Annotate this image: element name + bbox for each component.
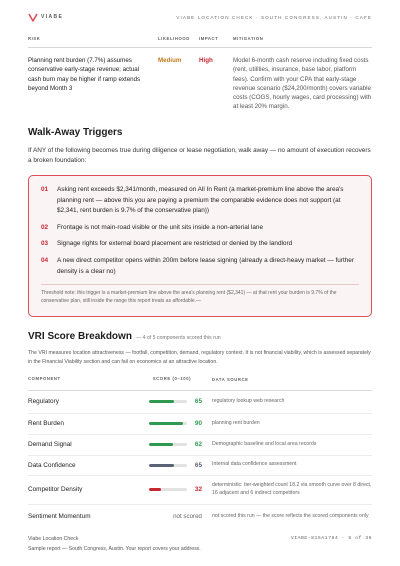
score-cell [134, 420, 210, 427]
viabe-logo-icon [28, 12, 38, 22]
trigger-text: Frontage is not main-road visible or the unit sits inside a non-arterial lane [57, 223, 264, 231]
score-cell [134, 398, 210, 405]
trigger-text: Asking rent exceeds $2,341/month, measured on All In Rent (a market-premium line above the area's planning rent — above this you are paying a premium the comparable evidence does not support (at $2,341, rent burden is 9.7% of the conservative plan)) [57, 186, 344, 215]
impact-col-header: IMPACT [199, 36, 219, 41]
data-source: Internal data confidence assessment [212, 461, 297, 468]
score-bar [149, 443, 187, 446]
risk-table-header [28, 36, 372, 48]
vri-subtitle: — 4 of 5 components scored this run [135, 335, 221, 341]
footer-title: Viabe Location Check [28, 536, 79, 542]
data-source: regulatory lookup web research [212, 397, 285, 404]
data-source: Demographic baseline and local area records [212, 440, 317, 447]
page-footer [28, 536, 372, 552]
component-col-header: COMPONENT [28, 376, 61, 381]
brand-name: VIABE [41, 14, 64, 20]
score-row [28, 505, 372, 529]
score-bar-fill [149, 443, 173, 446]
not-scored-label: not scored [173, 513, 202, 520]
score-bar-fill [149, 488, 161, 491]
score-row [28, 414, 372, 435]
footer-disclaimer: Sample report — South Congress, Austin. Your report covers your address. [28, 546, 201, 552]
vri-title: VRI Score Breakdown [28, 331, 132, 342]
score-bar-fill [149, 464, 174, 467]
report-header-title: VIABE LOCATION CHECK · SOUTH CONGRESS, AUSTIN · CAFE [176, 14, 372, 20]
footer-page-id: VIABE-815A1784 · 5 of 36 [290, 536, 372, 541]
risk-col-header: RISK [28, 36, 41, 41]
trigger-number: 01 [41, 186, 49, 193]
trigger-list [41, 185, 359, 283]
threshold-note: Threshold note: this trigger is a market-premium line above the area's planning rent ($2,341) — at that rent your burden is 9.7% of the conservative plan, still inside the range this report treats as affordable.— [41, 290, 337, 304]
source-col-header: DATA SOURCE [212, 377, 249, 382]
trigger-divider [41, 284, 359, 285]
mitigation-text: Model 6-month cash reserve including fixed costs (rent, utilities, insurance, base labor, platform fees). Confirm with your CPA that early-stage revenue scenario ($24,200/month) covers variable costs (COGS, hourly wages, card processing) with at least 20% margin. [233, 57, 372, 111]
likelihood-col-header: LIKELIHOOD [158, 36, 190, 41]
component-name: Rent Burden [28, 420, 64, 427]
component-name: Competitor Density [28, 486, 83, 493]
vri-heading [28, 331, 221, 342]
score-value: 90 [194, 420, 202, 427]
data-source: deterministic: tier-weighted count 18.2 via smooth curve over 8 direct, 16 adjacent and 6 indirect competitors [212, 482, 372, 496]
vri-intro: The VRI measures location attractiveness — footfall, competition, demand, regulatory context. It is not financial viability, which is assessed separately in the Financial Viability section and can fail on economics at an attractive location. [28, 350, 371, 365]
score-bar-fill [149, 422, 183, 425]
data-source: planning rent burden [212, 419, 260, 426]
trigger-number: 02 [41, 223, 49, 231]
trigger-number: 03 [41, 240, 49, 248]
score-bar [149, 400, 187, 403]
trigger-text: Signage rights for external board placement are restricted or denied by the landlord [57, 240, 293, 248]
walk-away-title: Walk-Away Triggers [28, 127, 123, 138]
trigger-item [41, 256, 359, 277]
component-name: Regulatory [28, 398, 59, 405]
score-value: 62 [194, 441, 202, 448]
risk-row [28, 48, 372, 112]
score-bar [149, 422, 187, 425]
component-name: Demand Signal [28, 441, 72, 448]
score-bar [149, 464, 187, 467]
impact-badge: High [199, 57, 213, 64]
score-col-header: SCORE (0–100) [152, 376, 192, 381]
trigger-item [41, 185, 359, 217]
data-source: not scored this run — the score reflects the scored components only [212, 512, 369, 519]
score-rows [28, 391, 372, 529]
vri-score-table [28, 376, 372, 529]
score-value: 32 [194, 486, 202, 493]
score-row [28, 456, 372, 476]
walk-away-trigger-box [28, 175, 372, 317]
likelihood-badge: Medium [158, 57, 182, 64]
walk-away-intro: If ANY of the following becomes true during diligence or lease negotiation, walk away — no amount of execution recovers a broken foundation: [28, 147, 371, 164]
trigger-item [41, 223, 359, 234]
score-cell [134, 441, 210, 448]
score-row [28, 476, 372, 505]
score-table-header [28, 376, 372, 391]
risk-table [28, 36, 372, 112]
component-name: Sentiment Momentum [28, 513, 91, 520]
risk-description: Planning rent burden (7.7%) assumes conservative early-stage revenue; actual cash burn may be higher if ramp extends beyond Month 3 [28, 57, 141, 92]
score-bar [149, 488, 187, 491]
brand-logo [28, 12, 63, 22]
page-header [28, 10, 372, 24]
trigger-number: 04 [41, 256, 49, 264]
score-row [28, 391, 372, 414]
score-cell [134, 513, 210, 520]
trigger-item [41, 239, 359, 250]
component-name: Data Confidence [28, 461, 76, 469]
score-row [28, 435, 372, 456]
score-bar-fill [149, 400, 174, 403]
mitigation-col-header: MITIGATION [233, 36, 264, 41]
score-cell [134, 486, 210, 493]
score-cell [134, 462, 210, 469]
trigger-text: A new direct competitor opens within 200m before lease signing (already a direct-heavy market — further density is a clear no) [57, 256, 354, 275]
score-value: 65 [194, 461, 202, 469]
score-value: 65 [194, 398, 202, 405]
